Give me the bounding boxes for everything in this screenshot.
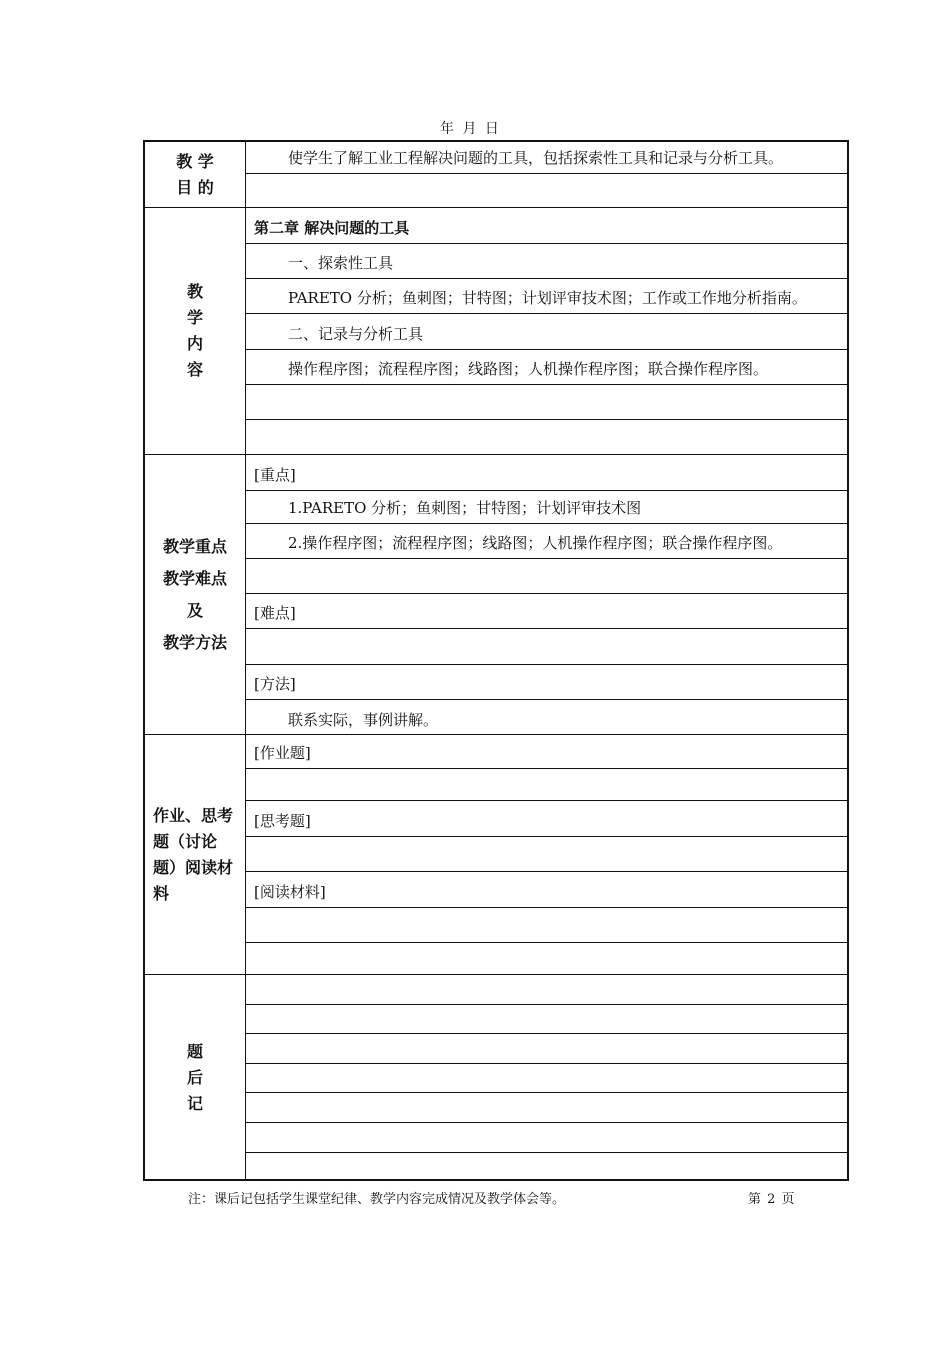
content-label-char: 教 — [186, 282, 203, 301]
objective-text: 使学生了解工业工程解决问题的工具，包括探索性工具和记录与分析工具。 — [246, 142, 847, 174]
blank-row — [246, 174, 847, 208]
blank-row — [246, 975, 847, 1005]
thinking-header: [思考题] — [246, 801, 847, 837]
blank-row — [246, 1005, 847, 1034]
blank-row — [246, 769, 847, 801]
blank-row — [246, 1123, 847, 1153]
objective-label — [145, 142, 246, 207]
blank-row — [246, 908, 847, 943]
content-item: 二、记录与分析工具 — [246, 314, 847, 350]
lesson-plan-table — [143, 140, 849, 1181]
postscript-section — [145, 975, 847, 1181]
postscript-label — [145, 975, 246, 1181]
objective-section — [145, 142, 847, 208]
key-points-header: [重点] — [246, 455, 847, 491]
homework-label-line: 作业、思考 — [153, 805, 234, 825]
content-label-char: 容 — [186, 360, 203, 379]
postscript-label-char: 记 — [186, 1094, 203, 1113]
postscript-label-char: 题 — [186, 1042, 203, 1061]
homework-header: [作业题] — [246, 735, 847, 769]
focus-label-line: 教学难点 — [162, 568, 227, 588]
blank-row — [246, 559, 847, 594]
objective-label-line2: 目 的 — [176, 177, 214, 197]
blank-row — [246, 385, 847, 420]
homework-section — [145, 735, 847, 975]
homework-label-line: 题（讨论 — [153, 831, 218, 851]
focus-label — [145, 455, 246, 734]
date-line: 年 月 日 — [440, 121, 501, 137]
homework-label — [145, 735, 246, 974]
blank-row — [246, 1034, 847, 1064]
chapter-title: 第二章 解决问题的工具 — [246, 208, 847, 244]
postscript-label-char: 后 — [186, 1068, 203, 1087]
blank-row — [246, 943, 847, 975]
key-point: 2.操作程序图；流程程序图；线路图；人机操作程序图；联合操作程序图。 — [246, 524, 847, 559]
focus-section — [145, 455, 847, 735]
content-label-char: 内 — [186, 334, 203, 353]
content-item: 操作程序图；流程程序图；线路图；人机操作程序图；联合操作程序图。 — [246, 350, 847, 385]
focus-label-line: 教学方法 — [162, 632, 227, 652]
objective-label-line1: 教 学 — [176, 151, 214, 171]
content-item: 一、探索性工具 — [246, 244, 847, 279]
content-section — [145, 208, 847, 455]
page-number: 第 2 页 — [748, 1192, 796, 1207]
key-point: 1.PARETO 分析；鱼刺图；甘特图；计划评审技术图 — [246, 491, 847, 524]
method-text: 联系实际，事例讲解。 — [288, 711, 439, 729]
difficulty-header: [难点] — [246, 594, 847, 629]
footer-note: 注：课后记包括学生课堂纪律、教学内容完成情况及教学体会等。 — [188, 1192, 566, 1207]
method-header: [方法] — [246, 665, 847, 700]
homework-label-line: 料 — [153, 883, 170, 903]
blank-row — [246, 420, 847, 455]
blank-row — [246, 629, 847, 665]
content-label-char: 学 — [186, 308, 203, 327]
content-item: PARETO 分析；鱼刺图；甘特图；计划评审技术图；工作或工作地分析指南。 — [246, 279, 847, 314]
blank-row — [246, 1153, 847, 1181]
homework-label-line: 题）阅读材 — [153, 857, 234, 877]
focus-label-line: 及 — [186, 600, 203, 620]
content-label — [145, 208, 246, 454]
blank-row — [246, 837, 847, 872]
blank-row — [246, 1093, 847, 1123]
blank-row — [246, 1064, 847, 1093]
focus-label-line: 教学重点 — [162, 536, 227, 556]
reading-header: [阅读材料] — [246, 872, 847, 908]
